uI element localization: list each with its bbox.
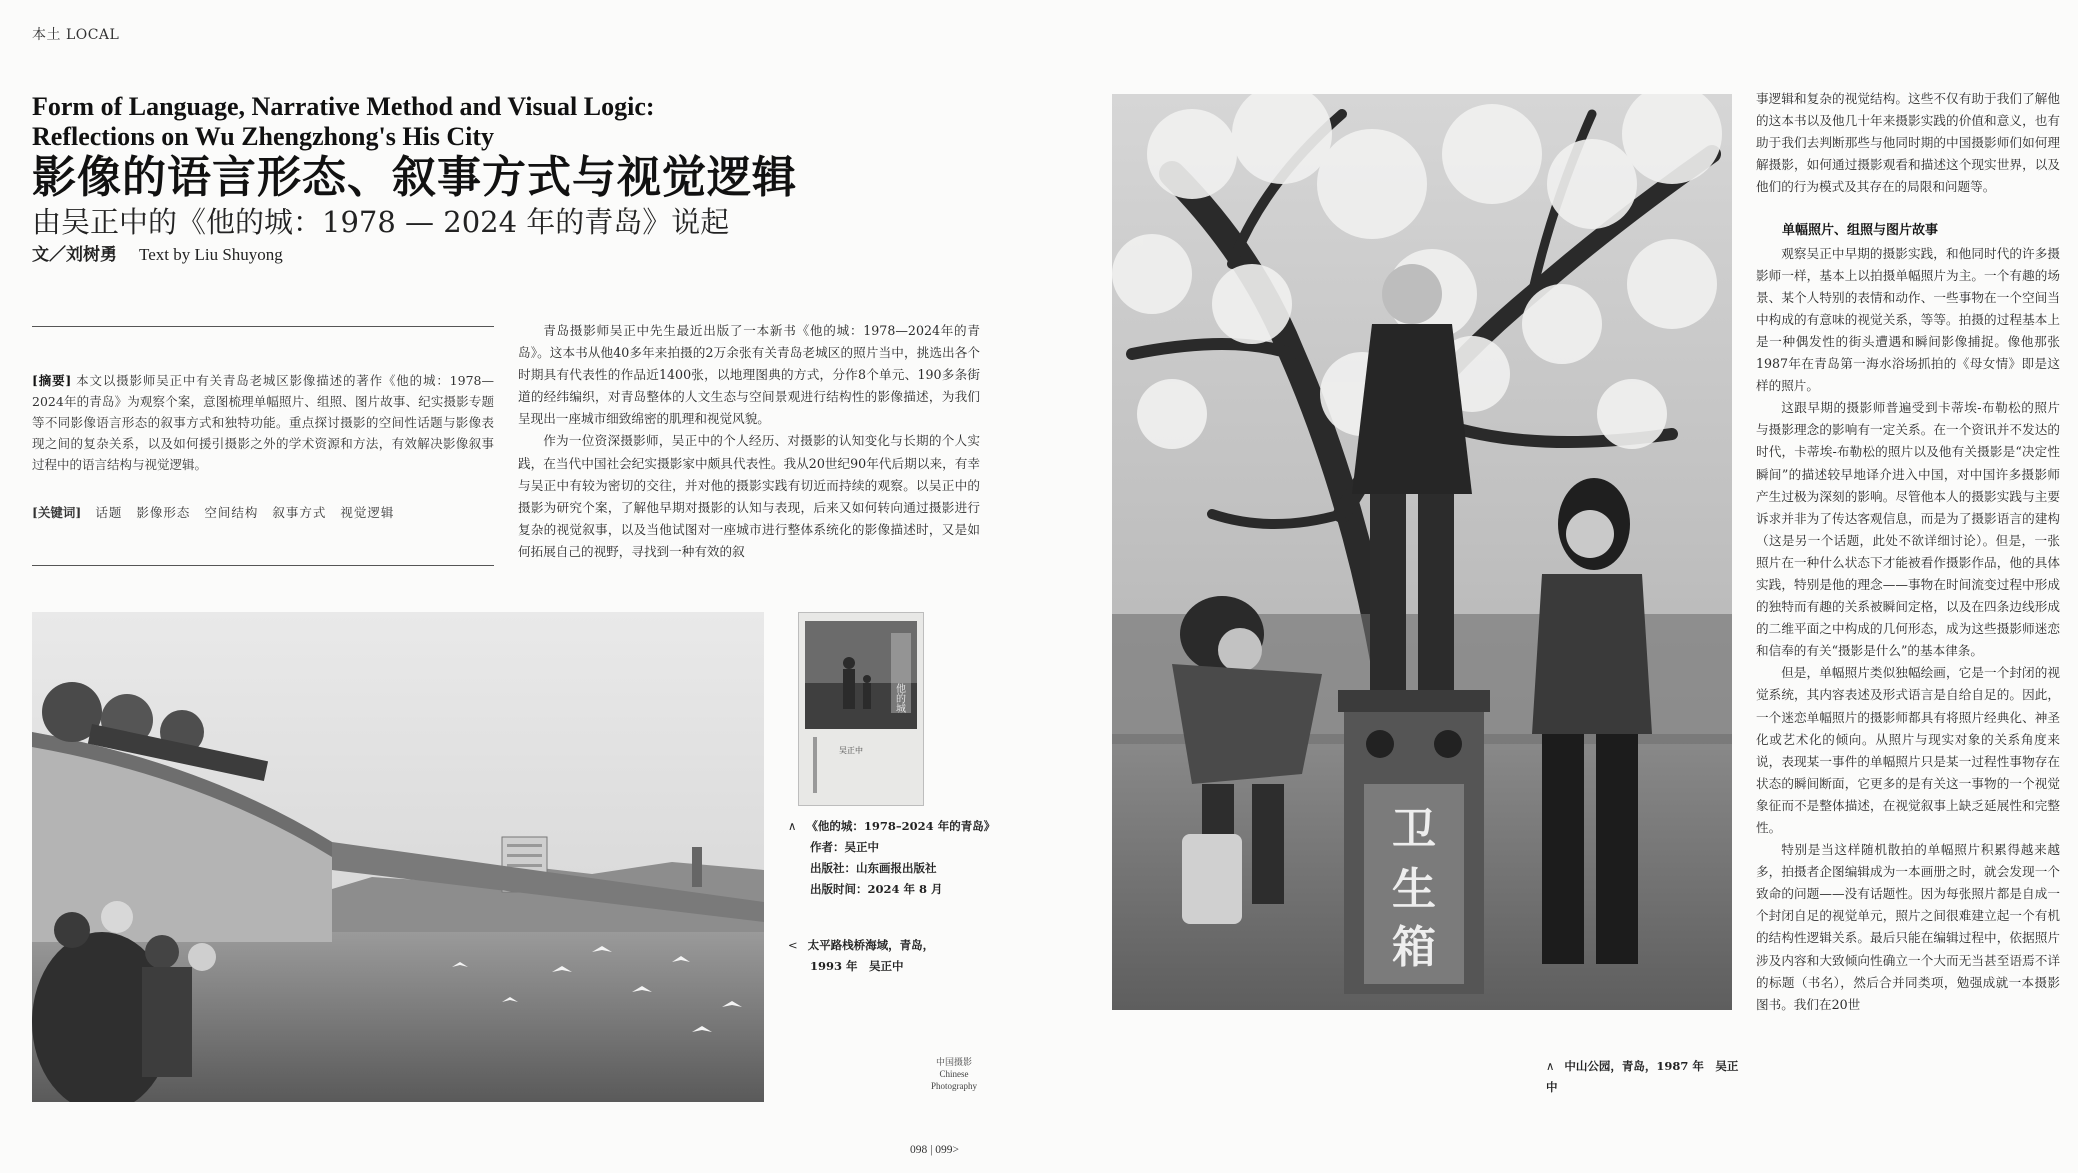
pier-caption-line2: 1993 年 吴正中	[810, 959, 904, 973]
magazine-name-zh: 中国摄影	[935, 1057, 972, 1067]
body-paragraph: 但是，单幅照片类似独幅绘画，它是一个封闭的视觉系统，其内容表述及形式语言是自给自足的。因此，一个迷恋单幅照片的摄影师都具有将照片经典化、神圣化或艺术化的倾向。从照片与现实对象的关系角度来说，表现某一事件的单幅照片只是某一过程性事物存在状态的瞬间断面，它更多的是有关这一事物的一个视觉象征而不是整体描述，在视觉叙事上缺乏延展性和完整性。	[1756, 665, 2060, 835]
caption-arrow-up: ∧	[1546, 1059, 1555, 1073]
abstract	[32, 370, 494, 475]
book-cover-author: 吴正中	[839, 746, 863, 755]
body-column-1	[518, 320, 980, 563]
body-paragraph: 青岛摄影师吴正中先生最近出版了一本新书《他的城：1978—2024年的青岛》。这本书从他40多年来拍摄的2万余张有关青岛老城区的照片当中，挑选出各个时期具有代表性的作品近1400张，以地理图典的方式，分作8个单元、190多条街道的经纬编织，对青岛整体的人文生态与空间景观进行结构性的影像描述，为我们呈现出一座城市细致绵密的肌理和视觉风貌。	[518, 323, 980, 427]
keyword: 话题	[95, 505, 123, 520]
title-chinese: 影像的语言形态、叙事方式与视觉逻辑	[32, 152, 797, 203]
abstract-bottom-rule	[32, 565, 494, 566]
park-caption-text: 中山公园，青岛，1987 年 吴正中	[1546, 1059, 1739, 1094]
caption-arrow-left: <	[788, 938, 798, 952]
abstract-text: 本文以摄影师吴正中有关青岛老城区影像描述的著作《他的城：1978—2024年的青岛》为观察个案，意图梳理单幅照片、组照、图片故事、纪实摄影专题等不同影像语言形态的叙事方式和独特功能。重点探讨摄影的空间性话题与影像表现之间的复杂关系，以及如何援引摄影之外的学术资源和方法，有效解决影像叙事过程中的语言结构与视觉逻辑。	[32, 373, 494, 472]
photo-pier-seascape	[32, 612, 764, 1102]
subtitle-chinese: 由吴正中的《他的城：1978 — 2024 年的青岛》说起	[32, 205, 730, 239]
sign-char-3: 箱	[1392, 922, 1436, 973]
body-paragraph: 观察吴正中早期的摄影实践，和他同时代的许多摄影师一样，基本上以拍摄单幅照片为主。一个有趣的场景、某个人特别的表情和动作、一些事物在一个空间当中构成的有意味的视觉关系，等等。拍摄的过程基本上是一种偶发性的街头遭遇和瞬间影像捕捉。像他那张1987年在青岛第一海水浴场抓拍的《母女情》即是这样的照片。	[1756, 245, 2060, 394]
caption-arrow-up: ∧	[788, 819, 797, 833]
book-caption-author: 作者：吴正中	[810, 840, 879, 854]
body-paragraph: 事逻辑和复杂的视觉结构。这些不仅有助于我们了解他的这本书以及他几十年来摄影实践的价值和意义，也有助于我们去判断那些与他同时期的中国摄影师们如何理解摄影，如何通过摄影观看和描述这个现实世界，以及他们的行为模式及其存在的局限和问题等。	[1756, 91, 2060, 195]
pier-photo-illustration	[32, 612, 764, 1102]
sign-char-2: 生	[1392, 864, 1436, 915]
abstract-top-rule	[32, 326, 494, 327]
book-caption-title: 《他的城：1978–2024 年的青岛》	[806, 819, 996, 833]
magazine-name	[924, 1056, 984, 1092]
park-photo-illustration	[1112, 94, 1732, 1010]
section-tag: 本土 LOCAL	[32, 27, 120, 43]
magazine-name-en2: Photography	[931, 1081, 977, 1091]
body-column-3	[1756, 88, 2060, 1016]
abstract-label: [摘要]	[32, 373, 72, 388]
park-photo-caption	[1546, 1056, 1746, 1098]
magazine-name-en1: Chinese	[939, 1069, 969, 1079]
section-heading: 单幅照片、组照与图片故事	[1782, 223, 1939, 239]
byline-zh: 文／刘树勇	[32, 245, 117, 265]
pier-caption-line1: 太平路栈桥海域，青岛，	[807, 938, 935, 952]
keywords	[32, 503, 494, 521]
book-caption-publisher: 出版社：山东画报出版社	[810, 861, 937, 875]
sign-char-1: 卫	[1392, 804, 1436, 855]
byline	[32, 240, 283, 265]
trash-bin	[1338, 690, 1490, 994]
keyword: 影像形态	[136, 505, 191, 520]
book-cover	[798, 612, 924, 806]
title-en-line1: Form of Language, Narrative Method and Visual Logic:	[32, 92, 655, 121]
title-en-line2: Reflections on Wu Zhengzhong's His City	[32, 122, 495, 151]
book-caption	[788, 816, 998, 900]
body-paragraph: 作为一位资深摄影师，吴正中的个人经历、对摄影的认知变化与长期的个人实践，在当代中国社会纪实摄影家中颇具代表性。我从20世纪90年代后期以来，有幸与吴正中有较为密切的交往，并对他的摄影实践有切近而持续的观察。以吴正中的摄影为研究个案，了解他早期对摄影的认知与表现，后来又如何转向通过摄影进行复杂的视觉叙事，以及当他试图对一座城市进行整体系统化的影像描述时，又是如何拓展自己的视野，寻找到一种有效的叙	[518, 433, 980, 559]
keywords-label: [关键词]	[32, 505, 82, 520]
body-paragraph: 特别是当这样随机散拍的单幅照片积累得越来越多，拍摄者企图编辑成为一本画册之时，就会发现一个致命的问题——没有话题性。因为每张照片都是自成一个封闭自足的视觉单元，照片之间很难建立起一个有机的结构性逻辑关系。最后只能在编辑过程中，依据照片涉及内容和大致倾向性确立一个大而无当甚至语焉不详的标题（书名），然后合并同类项，勉强成就一本摄影图书。我们在20世	[1756, 842, 2060, 1012]
book-cover-illustration	[799, 613, 923, 805]
keyword: 叙事方式	[272, 505, 327, 520]
body-paragraph: 这跟早期的摄影师普遍受到卡蒂埃-布勒松的照片与摄影理念的影响有一定关系。在一个资讯并不发达的时代，卡蒂埃-布勒松的照片以及他有关摄影是“决定性瞬间”的描述较早地译介进入中国，对中国许多摄影师产生过极为深刻的影响。尽管他本人的摄影实践与主要诉求并非为了传达客观信息，而是为了摄影语言的建构（这是另一个话题，此处不欲详细讨论）。但是，一张照片在一种什么状态下才能被看作摄影作品，他的具体实践，特别是他的理念——事物在时间流变过程中形成的独特而有趣的关系被瞬间定格，以及在四条边线形成的二维平面之中构成的几何形态，成为这些摄影师迷恋和信奉的有关“摄影是什么”的基本律条。	[1756, 400, 2060, 659]
pier-photo-caption	[788, 935, 998, 977]
byline-en: Text by Liu Shuyong	[139, 245, 283, 264]
keyword: 视觉逻辑	[340, 505, 395, 520]
title-english	[32, 92, 672, 152]
book-cover-title: 他的城	[893, 683, 905, 713]
keyword: 空间结构	[204, 505, 259, 520]
page-numbers: 098 | 099>	[910, 1144, 960, 1156]
photo-zhongshan-park	[1112, 94, 1732, 1010]
book-caption-date: 出版时间：2024 年 8 月	[810, 882, 943, 896]
